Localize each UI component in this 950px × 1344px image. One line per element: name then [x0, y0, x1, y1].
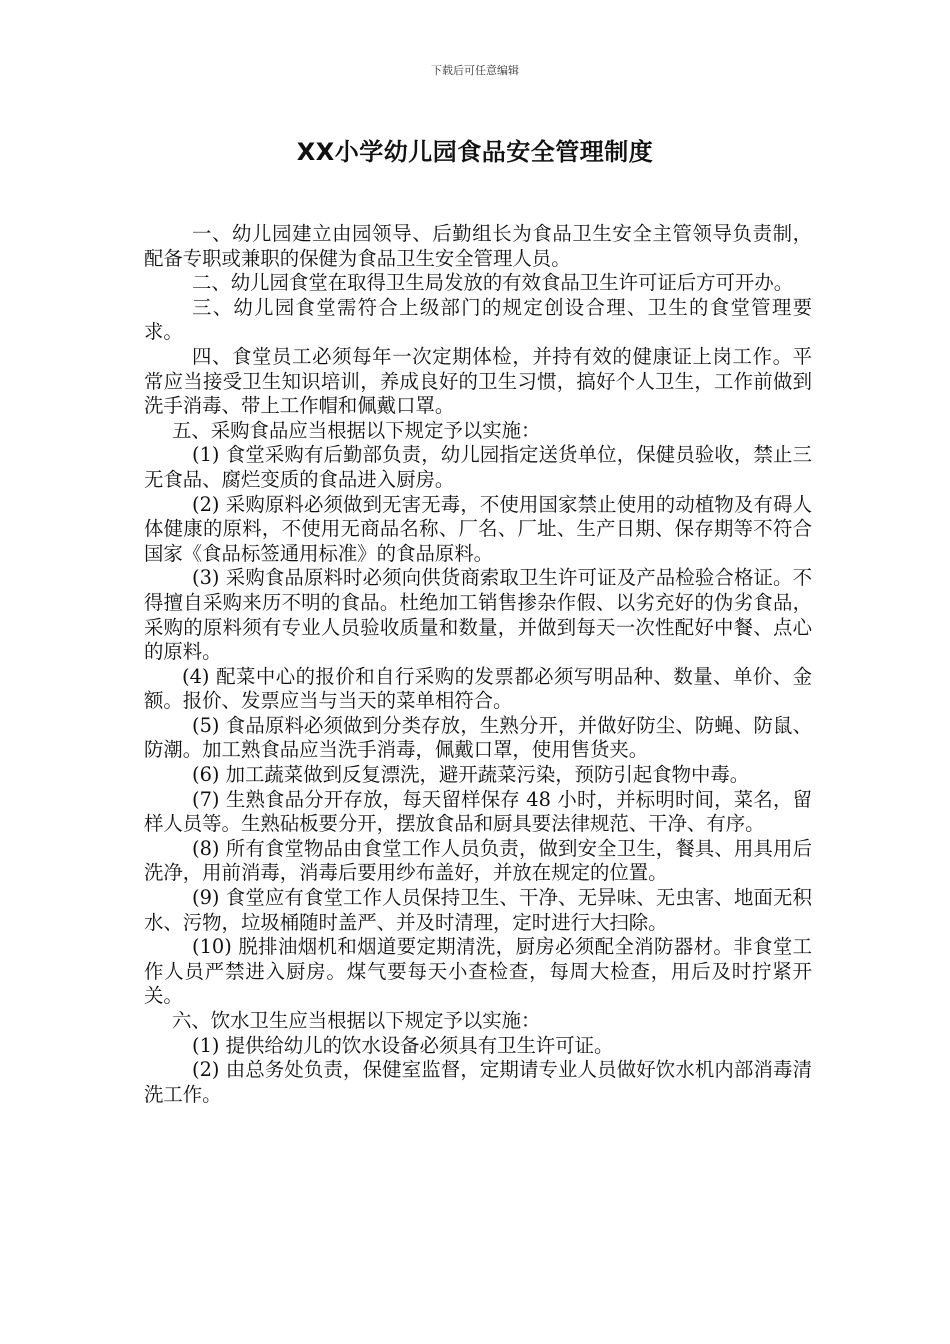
header-note: 下载后可任意编辑	[431, 64, 519, 77]
paragraph: (1) 食堂采购有后勤部负责，幼儿园指定送货单位，保健员验收，禁止三无食品、腐烂变质的食品进入厨房。	[144, 443, 812, 491]
paragraph: 五、采购食品应当根据以下规定予以实施：	[172, 418, 541, 442]
paragraph: (2) 采购原料必须做到无害无毒，不使用国家禁止使用的动植物及有碍人体健康的原料，不使用无商品名称、厂名、厂址、生产日期、保存期等不符合国家《食品标签通用标准》的食品原料。	[144, 492, 812, 565]
paragraph: (6) 加工蔬菜做到反复漂洗，避开蔬菜污染，预防引起食物中毒。	[192, 763, 750, 787]
paragraph: 一、幼儿园建立由园领导、后勤组长为食品卫生安全主管领导负责制，配备专职或兼职的保健为食品卫生安全管理人员。	[144, 222, 812, 270]
paragraph: 二、幼儿园食堂在取得卫生局发放的有效食品卫生许可证后方可开办。	[192, 271, 794, 295]
document-body	[144, 222, 812, 1107]
paragraph: (7) 生熟食品分开存放，每天留样保存 48 小时，并标明时间，菜名，留样人员等。生熟砧板要分开，摆放食品和厨具要法律规范、干净、有序。	[144, 787, 812, 836]
paragraph: 三、幼儿园食堂需符合上级部门的规定创设合理、卫生的食堂管理要求。	[144, 295, 812, 344]
paragraph: (2) 由总务处负责，保健室监督，定期请专业人员做好饮水机内部消毒清洗工作。	[144, 1058, 812, 1106]
paragraph: (10) 脱排油烟机和烟道要定期清洗，厨房必须配全消防器材。非食堂工作人员严禁进入厨房。煤气要每天小查检查，每周大检查，用后及时拧紧开关。	[144, 935, 812, 1008]
paragraph: (9) 食堂应有食堂工作人员保持卫生、干净、无异味、无虫害、地面无积水、污物，垃圾桶随时盖严、并及时清理，定时进行大扫除。	[144, 886, 812, 934]
paragraph: 四、食堂员工必须每年一次定期体检，并持有效的健康证上岗工作。平常应当接受卫生知识培训，养成良好的卫生习惯，搞好个人卫生，工作前做到洗手消毒、带上工作帽和佩戴口罩。	[144, 344, 812, 418]
paragraph: (3) 采购食品原料时必须向供货商索取卫生许可证及产品检验合格证。不得擅自采购来历不明的食品。杜绝加工销售掺杂作假、以劣充好的伪劣食品，采购的原料须有专业人员验收质量和数量，并做到每天一次性配好中餐、点心的原料。	[144, 566, 812, 664]
paragraph: (8) 所有食堂物品由食堂工作人员负责，做到安全卫生，餐具、用具用后洗净，用前消毒，消毒后要用纱布盖好，并放在规定的位置。	[144, 836, 812, 885]
paragraph: (4) 配菜中心的报价和自行采购的发票都必须写明品种、数量、单价、金额。报价、发票应当与当天的菜单相符合。	[144, 664, 812, 713]
paragraph: (5) 食品原料必须做到分类存放，生熟分开，并做好防尘、防蝇、防鼠、防潮。加工熟食品应当洗手消毒，佩戴口罩，使用售货夹。	[144, 713, 812, 762]
paragraph: 六、饮水卫生应当根据以下规定予以实施：	[172, 1009, 541, 1032]
document-title: XX小学幼儿园食品安全管理制度	[296, 138, 654, 166]
paragraph: (1) 提供给幼儿的饮水设备必须具有卫生许可证。	[192, 1033, 614, 1057]
